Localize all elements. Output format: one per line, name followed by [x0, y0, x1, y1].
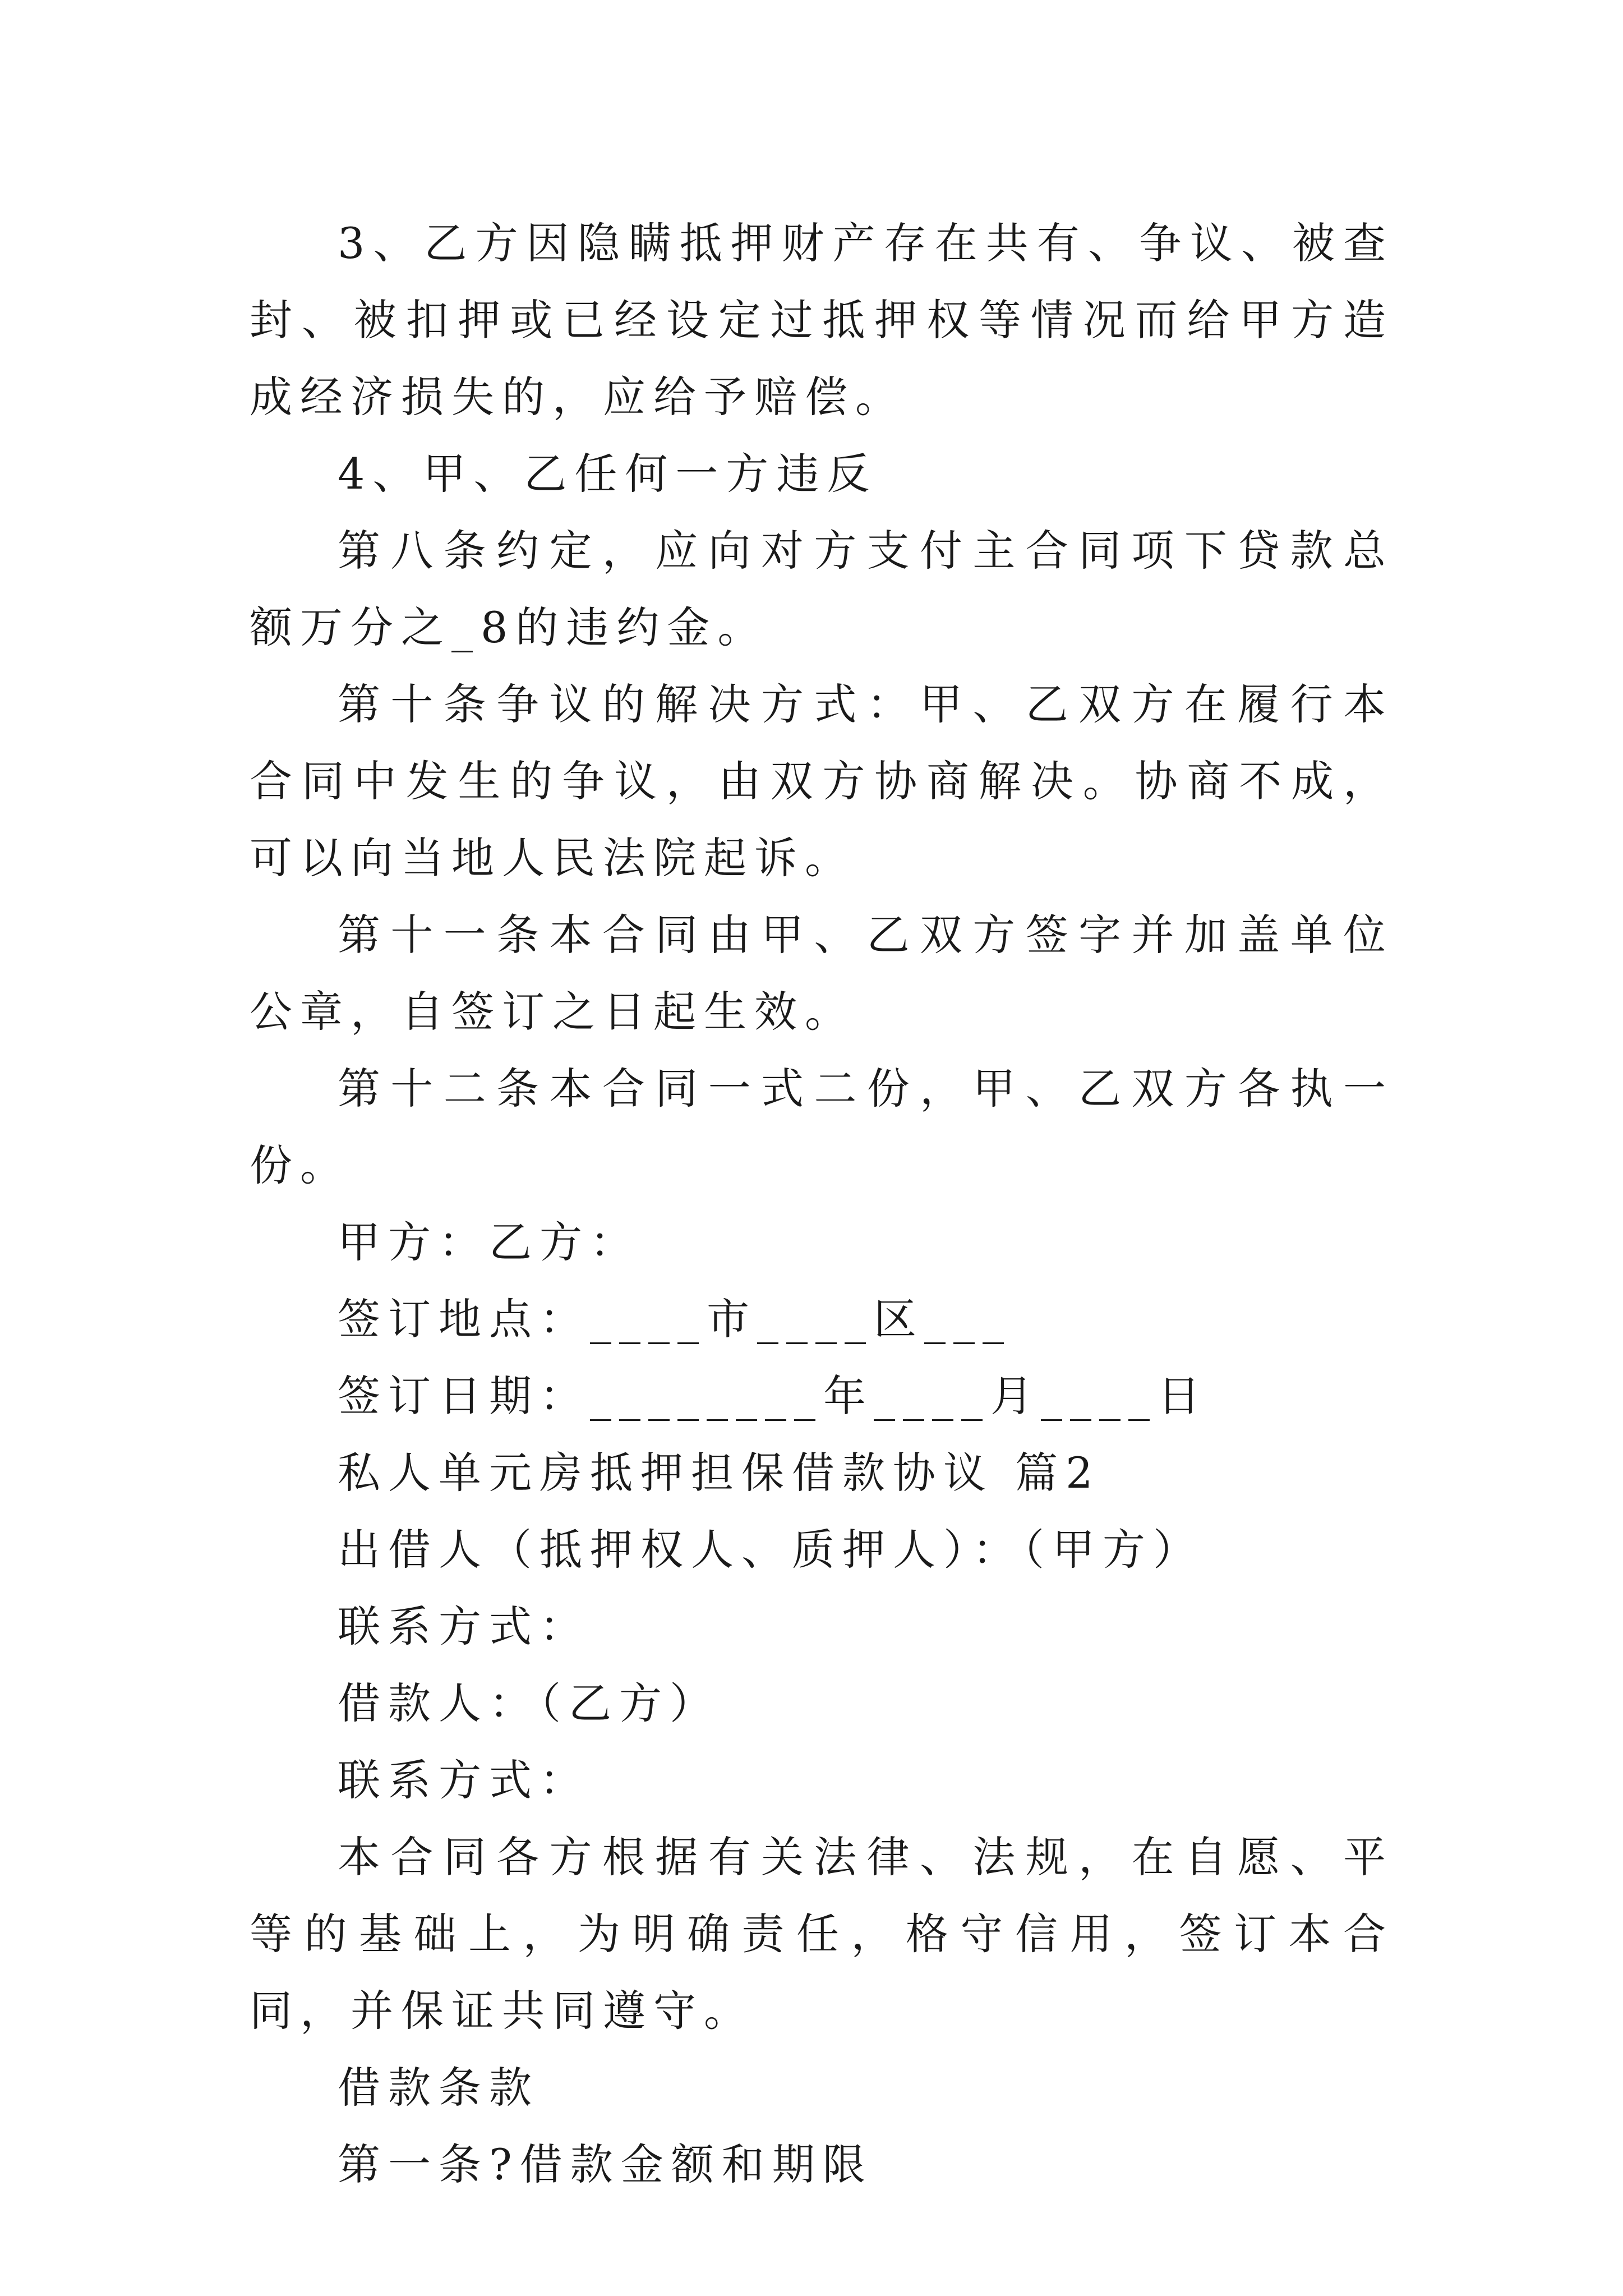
document-body	[250, 205, 1394, 2203]
article-11-effectiveness: 第十一条本合同由甲、乙双方签字并加盖单位公章，自签订之日起生效。	[250, 910, 1394, 1037]
signing-place: 签订地点：____市____区___	[338, 1294, 1012, 1344]
loan-terms-heading: 借款条款	[338, 2063, 540, 2113]
signatory-parties: 甲方：乙方：	[338, 1217, 640, 1267]
clause-4-breach: 4、甲、乙任何一方违反	[338, 449, 878, 499]
preamble-paragraph: 本合同各方根据有关法律、法规，在自愿、平等的基础上，为明确责任，格守信用，签订本合同，并保证共同遵守。	[250, 1832, 1394, 2036]
clause-3-compensation: 3、乙方因隐瞒抵押财产存在共有、争议、被查封、被扣押或已经设定过抵押权等情况而给甲方造成经济损失的，应给予赔偿。	[250, 218, 1394, 422]
article-12-copies: 第十二条本合同一式二份，甲、乙双方各执一份。	[250, 1064, 1394, 1190]
article-1-heading: 第一条?借款金额和期限	[338, 2139, 873, 2189]
borrower-line: 借款人：（乙方）	[338, 1678, 720, 1728]
borrower-contact-line: 联系方式：	[338, 1755, 590, 1805]
article-8-penalty: 第八条约定，应向对方支付主合同项下贷款总额万分之_8的违约金。	[250, 526, 1394, 652]
signing-date: 签订日期：________年____月____日	[338, 1371, 1208, 1421]
article-10-dispute-resolution: 第十条争议的解决方式：甲、乙双方在履行本合同中发生的争议，由双方协商解决。协商不成，可以向当地人民法院起诉。	[250, 679, 1394, 883]
agreement-title-part-2: 私人单元房抵押担保借款协议 篇2	[338, 1448, 1101, 1498]
lender-line: 出借人（抵押权人、质押人）：（甲方）	[338, 1525, 1204, 1575]
lender-contact-line: 联系方式：	[338, 1602, 590, 1651]
